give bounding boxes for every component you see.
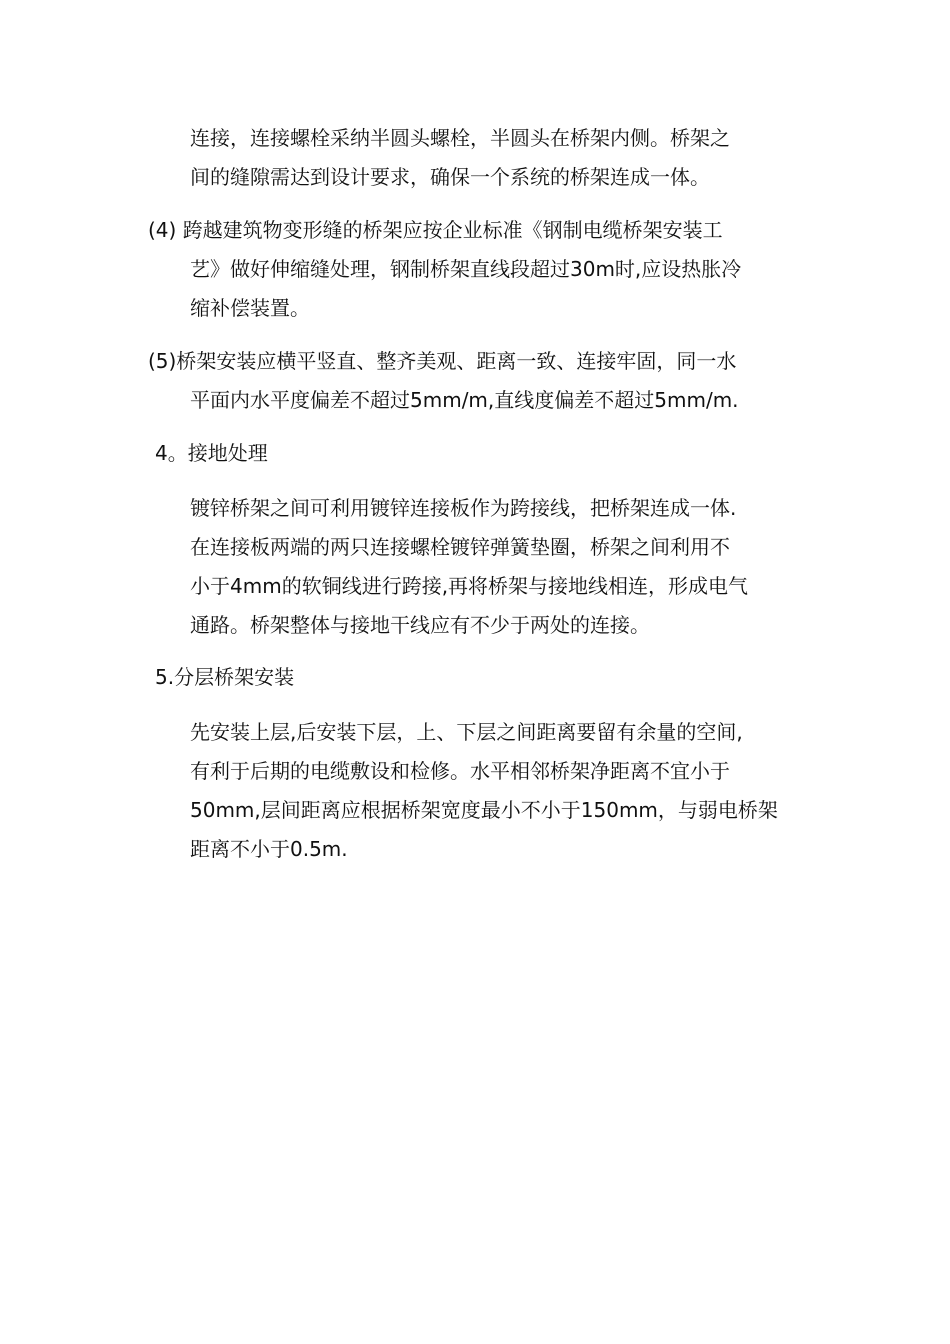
- grounding-paragraph-line: 通路。桥架整体与接地干线应有不少于两处的连接。: [190, 613, 650, 637]
- section-heading-grounding: 4。接地处理: [155, 441, 268, 465]
- paragraph-line: 连接，连接螺栓采纳半圆头螺栓，半圆头在桥架内侧。桥架之: [190, 126, 730, 150]
- list-item-4-line: 缩补偿装置。: [190, 296, 310, 320]
- grounding-paragraph-line: 小于4mm的软铜线进行跨接,再将桥架与接地线相连，形成电气: [190, 574, 749, 598]
- layered-paragraph-line: 先安装上层,后安装下层，上、下层之间距离要留有余量的空间,: [190, 720, 743, 744]
- paragraph-line: 间的缝隙需达到设计要求，确保一个系统的桥架连成一体。: [190, 165, 710, 189]
- layered-paragraph-line: 有利于后期的电缆敷设和检修。水平相邻桥架净距离不宜小于: [190, 759, 730, 783]
- list-item-5-line: (5)桥架安装应横平竖直、整齐美观、距离一致、连接牢固，同一水: [148, 349, 737, 373]
- list-item-4-line: 艺》做好伸缩缝处理，钢制桥架直线段超过30m时,应设热胀冷: [190, 257, 742, 281]
- list-item-4-line: (4) 跨越建筑物变形缝的桥架应按企业标准《钢制电缆桥架安装工: [148, 218, 723, 242]
- layered-paragraph-line: 距离不小于0.5m.: [190, 837, 348, 861]
- grounding-paragraph-line: 镀锌桥架之间可利用镀锌连接板作为跨接线，把桥架连成一体.: [190, 496, 737, 520]
- list-item-5-line: 平面内水平度偏差不超过5mm/m,直线度偏差不超过5mm/m.: [190, 388, 739, 412]
- grounding-paragraph-line: 在连接板两端的两只连接螺栓镀锌弹簧垫圈，桥架之间利用不: [190, 535, 730, 559]
- section-heading-layered-tray: 5.分层桥架安装: [155, 665, 295, 689]
- layered-paragraph-line: 50mm,层间距离应根据桥架宽度最小不小于150mm，与弱电桥架: [190, 798, 778, 822]
